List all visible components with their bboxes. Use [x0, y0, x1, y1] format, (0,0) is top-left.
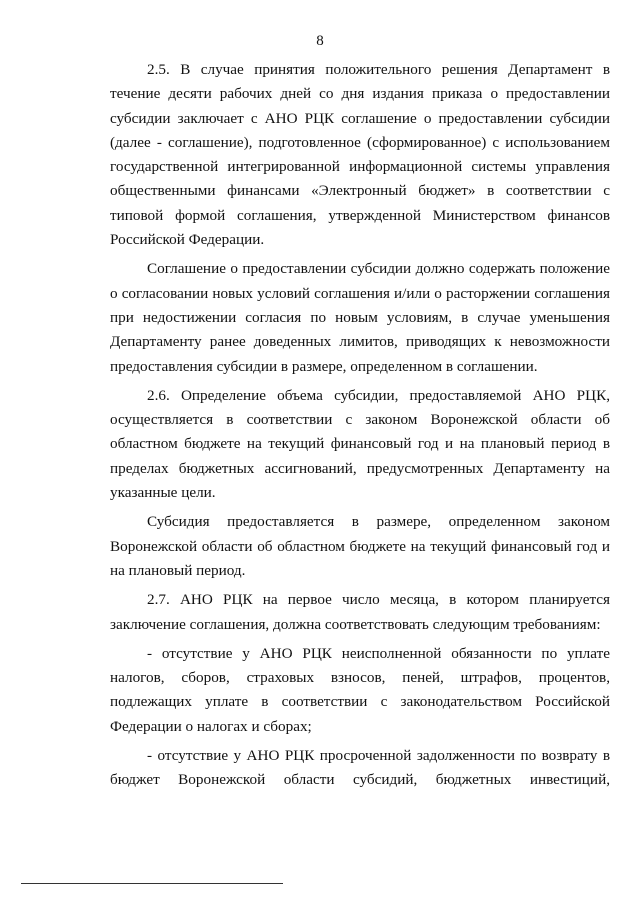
paragraph-requirement-taxes: - отсутствие у АНО РЦК неисполненной обязанности по уплате налогов, сборов, страховых взносов, пеней, штрафов, процентов, подлежащих уплате в соответствии с законодательством Российской Федерации о налогах и сборах;: [110, 644, 610, 735]
paragraph-2-5: 2.5. В случае принятия положительного решения Департамент в течение десяти рабочих дней со дня издания приказа о предоставлении субсидии заключает с АНО РЦК соглашение о предоставлении субсидии (далее - соглашение), подготовленное (сформированное) с использованием государственной интегрированной информационной системы управления общественными финансами «Электронный бюджет» в соответствии с типовой формой соглашения, утвержденной Министерством финансов Российской Федерации.: [110, 61, 610, 249]
paragraph-subsidy-amount: Субсидия предоставляется в размере, определенном законом Воронежской области об областном бюджете на текущий финансовый год и на плановый период.: [110, 513, 610, 579]
paragraph-2-6: 2.6. Определение объема субсидии, предоставляемой АНО РЦК, осуществляется в соответствии с законом Воронежской области об областном бюджете на текущий финансовый год и на плановый период в пределах бюджетных ассигнований, предусмотренных Департаменту на указанные цели.: [110, 386, 610, 502]
paragraph-requirement-debt: - отсутствие у АНО РЦК просроченной задолженности по возврату в бюджет Воронежской области субсидий, бюджетных инвестиций,: [110, 747, 610, 789]
paragraph-2-7: 2.7. АНО РЦК на первое число месяца, в котором планируется заключение соглашения, должна соответствовать следующим требованиям:: [110, 591, 610, 633]
footer-divider: [21, 883, 283, 884]
document-body: [110, 58, 610, 793]
paragraph-agreement-content: Соглашение о предоставлении субсидии должно содержать положение о согласовании новых условий соглашения и/или о расторжении соглашения при недостижении согласия по новым условиям, в случае уменьшения Департаменту ранее доведенных лимитов, приводящих к невозможности предоставления субсидии в размере, определенном в соглашении.: [110, 260, 610, 375]
page-number: 8: [316, 33, 324, 49]
